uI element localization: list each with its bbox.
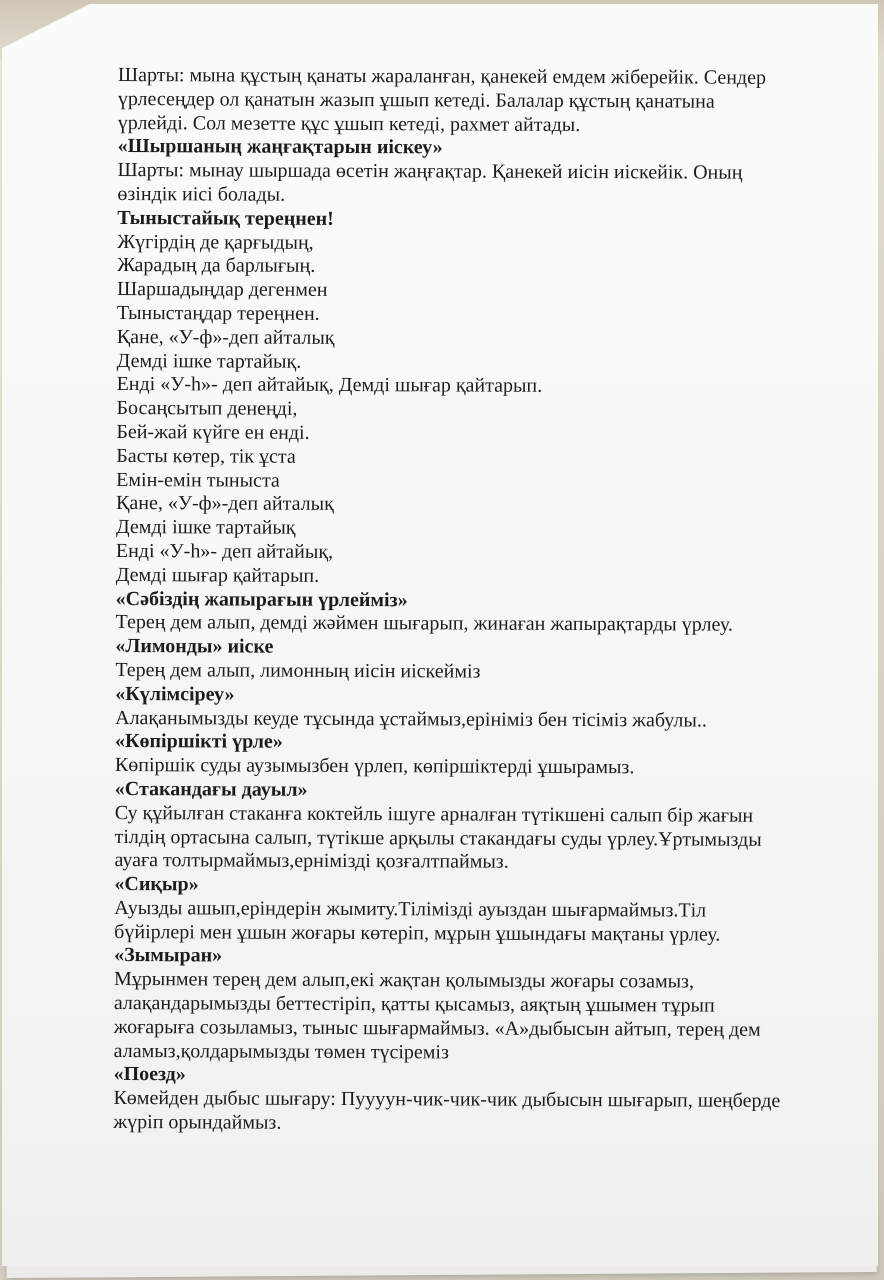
text-line: Басты көтер, тік ұста (116, 444, 296, 468)
text-line: Шарты: мына құстың қанаты жараланған, қанекей емдем жіберейік. Сендер (117, 64, 767, 89)
section-heading: «Күлімсіреу» (115, 682, 235, 706)
text-line: Терең дем алып, демді жәймен шығарып, жинаған жапырақтарды үрлеу. (115, 611, 733, 637)
text-line: үрлесеңдер ол қанатын жазып ұшып кетеді. Балалар құстың қанатына (117, 87, 715, 113)
text-line: бүйірлері мен ұшын жоғары көтеріп, мұрын ұшындағы мақтаны үрлеу. (114, 920, 721, 946)
text-line: Көмейден дыбыс шығару: Пуууун-чик-чик-чик дыбысын шығарып, шеңберде (113, 1087, 781, 1113)
section-heading: Тыныстайық тереңнен! (117, 206, 334, 230)
text-line: Шарты: мынау шыршада өсетін жаңғақтар. Қанекей иісін иіскейік. Оның (117, 159, 743, 184)
text-line: Су құйылған стаканға коктейль ішуге арналған түтікшені салып бір жағын (114, 801, 754, 827)
document-text (113, 64, 818, 1138)
text-line: алақандарымызды беттестіріп, қатты қысамыз, аяқтың ұшымен тұрып (113, 992, 715, 1017)
text-line: Босаңсытып денеңді, (116, 397, 298, 420)
text-line: жүріп орындаймыз. (113, 1111, 282, 1134)
text-line: Демді ішке тартайық (115, 516, 296, 539)
section-heading: «Сәбіздің жапырағын үрлейміз» (115, 587, 408, 611)
text-line: Жүгірдің де қарғыдың, (117, 230, 314, 254)
text-line: Емін-емін тыныста (116, 468, 280, 492)
text-line: үрлейді. Сол мезетте құс ұшып кетеді, рахмет айтады. (117, 111, 581, 136)
text-line: тілдің ортасына салып, түтікше арқылы стакандағы суды үрлеу.Ұртымызды (114, 825, 762, 851)
section-heading: «Стакандағы дауыл» (114, 777, 308, 801)
text-line: Бей-жай күйге ен енді. (116, 420, 310, 444)
text-line: ауаға толтырмаймыз,ернімізді қозғалтпаймыз. (114, 849, 509, 874)
text-line: Демді шығар қайтарып. (115, 563, 320, 587)
text-line: өзіндік иісі болады. (117, 182, 286, 206)
text-line: Жарадың да барлығың. (117, 254, 316, 278)
text-line: Ауызды ашып,еріндерін жымиту.Тілімізді ауыздан шығармаймыз.Тіл (114, 896, 707, 922)
text-line: Терең дем алып, лимонның иісін иіскейміз (115, 658, 481, 683)
text-line: жоғарыға созыламыз, тыныс шығармаймыз. «А»дыбысын айтып, терең дем (113, 1015, 761, 1041)
text-line: аламыз,қолдарымызды төмен түсіреміз (113, 1039, 449, 1064)
section-heading: «Шыршаның жаңғақтарын иіскеу» (117, 135, 443, 159)
section-heading: «Көпіршікті үрле» (114, 730, 283, 754)
text-line: Тыныстаңдар тереңнен. (116, 301, 320, 325)
section-heading: «Сиқыр» (114, 873, 199, 896)
section-heading: «Поезд» (113, 1063, 186, 1086)
text-line: Демді ішке тартайық. (116, 349, 302, 373)
section-heading: «Зымыран» (114, 944, 223, 967)
text-line: Енді «У-һ»- деп айтайық, (115, 539, 334, 563)
text-line: Мұрынмен терең дем алып,екі жақтан қолымызды жоғары созамыз, (113, 968, 695, 993)
section-heading: «Лимонды» иіске (115, 635, 274, 658)
text-line: Көпіршік суды аузымызбен үрлеп, көпіршіктерді ұшырамыз. (114, 754, 635, 779)
text-line: Шаршадыңдар дегенмен (116, 278, 328, 302)
text-line: Қане, «У-ф»-деп айталық (116, 492, 334, 516)
text-line: Енді «У-һ»- деп айтайық, Демді шығар қайтарып. (116, 373, 543, 398)
text-line: Алақанымызды кеуде тұсында ұстаймыз,ерініміз бен тісіміз жабулы.. (115, 706, 707, 732)
text-line: Қане, «У-ф»-деп айталық (116, 325, 335, 349)
